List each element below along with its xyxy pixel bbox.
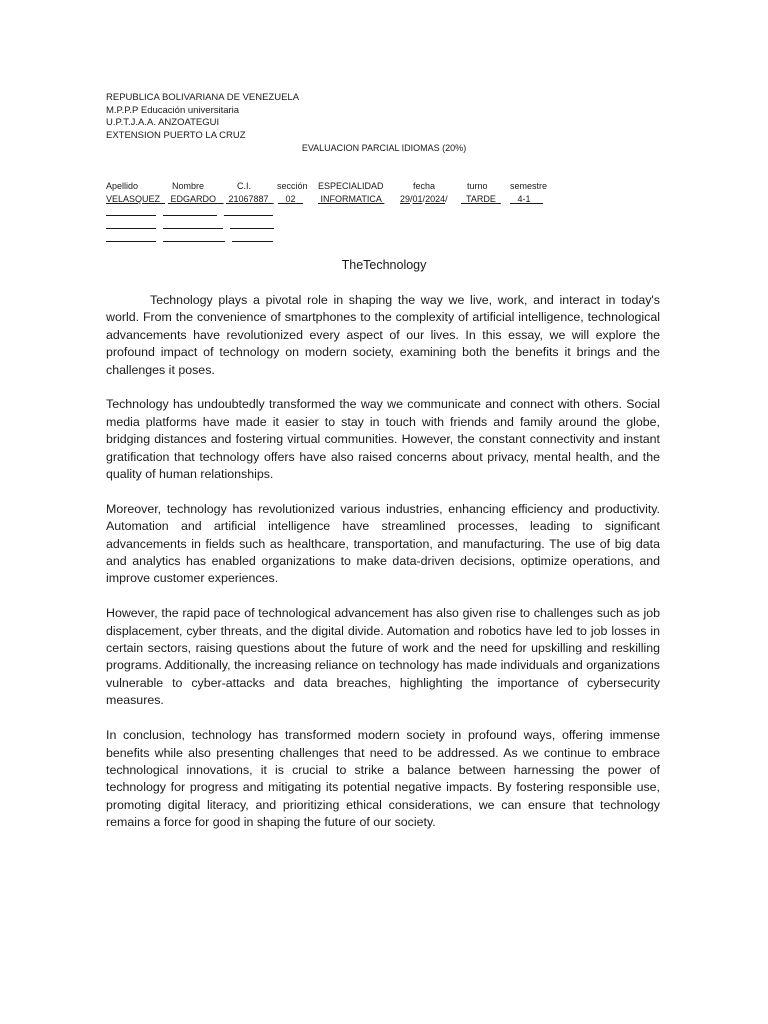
- value-fecha-anio: 2024: [425, 194, 446, 204]
- label-apellido: Apellido: [106, 181, 139, 191]
- blank-line: [232, 241, 273, 242]
- value-fecha-dia: 29: [400, 194, 411, 204]
- label-fecha: fecha: [413, 181, 436, 191]
- value-seccion: 02: [285, 194, 296, 204]
- institution-header: [106, 92, 299, 142]
- value-apellido: VELASQUEZ: [106, 194, 161, 204]
- header-line-4: EXTENSION PUERTO LA CRUZ: [106, 129, 246, 141]
- essay-paragraph-3: Moreover, technology has revolutionized various industries, enhancing efficiency and productivity. Automation and artificial intelligence have streamlined processes, leading to significant advancements in fields such as healthcare, transportation, and manufacturing. The use of big data and analytics has enabled organizations to make data-driven decisions, optimize operations, and improve customer experiences.: [106, 501, 660, 586]
- blank-line: [163, 241, 225, 242]
- blank-line: [163, 228, 223, 229]
- label-nombre: Nombre: [172, 181, 205, 191]
- essay-paragraph-4: However, the rapid pace of technological advancement has also given rise to challenges such as job displacement, cyber threats, and the digital divide. Automation and robotics have led to job losses in certain sectors, raising questions about the future of work and the need for upskilling and reskilling programs. Additionally, the increasing reliance on technology has made individuals and organizations vulnerable to cyber-attacks and data breaches, highlighting the importance of cybersecurity measures.: [106, 606, 660, 708]
- blank-line: [163, 215, 217, 216]
- value-fecha-mes: 01: [412, 194, 423, 204]
- value-especialidad: INFORMATICA: [320, 194, 382, 204]
- blank-line: [106, 228, 156, 229]
- label-especialidad: ESPECIALIDAD: [318, 181, 384, 191]
- label-seccion: sección: [277, 181, 308, 191]
- value-ci: 21067887: [228, 194, 269, 204]
- label-ci: C.I.: [237, 181, 252, 191]
- exam-title-text: EVALUACION PARCIAL IDIOMAS (20%): [301, 143, 467, 153]
- value-nombre: EDGARDO: [170, 194, 217, 204]
- essay-paragraph-5: In conclusion, technology has transformed modern society in profound ways, offering immense benefits while also presenting challenges that need to be addressed. As we continue to embrace technological innovations, it is crucial to strike a balance between harnessing the power of technology for progress and mitigating its potential negative impacts. By fostering responsible use, promoting digital literacy, and prioritizing ethical considerations, we can ensure that technology remains a force for good in shaping the future of our society.: [106, 728, 660, 830]
- essay-paragraph-2: Technology has undoubtedly transformed the way we communicate and connect with others. Social media platforms have made it easier to stay in touch with friends and family around the globe, bridging distances and fostering virtual communities. However, the constant connectivity and instant gratification that technology offers have also raised concerns about privacy, mental health, and the quality of human relationships.: [106, 397, 660, 482]
- value-turno: TARDE: [466, 194, 496, 204]
- header-line-3: U.P.T.J.A.A. ANZOATEGUI: [106, 117, 220, 128]
- exam-title: [0, 143, 768, 153]
- blank-line: [230, 228, 274, 229]
- label-semestre: semestre: [510, 181, 548, 191]
- blank-line: [224, 215, 273, 216]
- label-turno: turno: [467, 181, 488, 191]
- essay-title: TheTechnology: [341, 258, 427, 272]
- essay-paragraph-1: Technology plays a pivotal role in shaping the way we live, work, and interact in today's world. From the convenience of smartphones to the complexity of artificial intelligence, technological advancements have revolutionized every aspect of our lives. In this essay, we will explore the profound impact of technology on modern society, examining both the benefits it brings and the challenges it poses.: [106, 293, 660, 377]
- blank-line: [106, 241, 156, 242]
- value-semestre: 4-1: [517, 194, 531, 204]
- header-line-1: REPUBLICA BOLIVARIANA DE VENEZUELA: [106, 92, 300, 103]
- essay-body: [106, 292, 660, 849]
- value-fecha: 29/01/2024/: [400, 194, 448, 204]
- blank-line: [106, 215, 156, 216]
- header-line-2: M.P.P.P Educación universitaria: [106, 104, 240, 116]
